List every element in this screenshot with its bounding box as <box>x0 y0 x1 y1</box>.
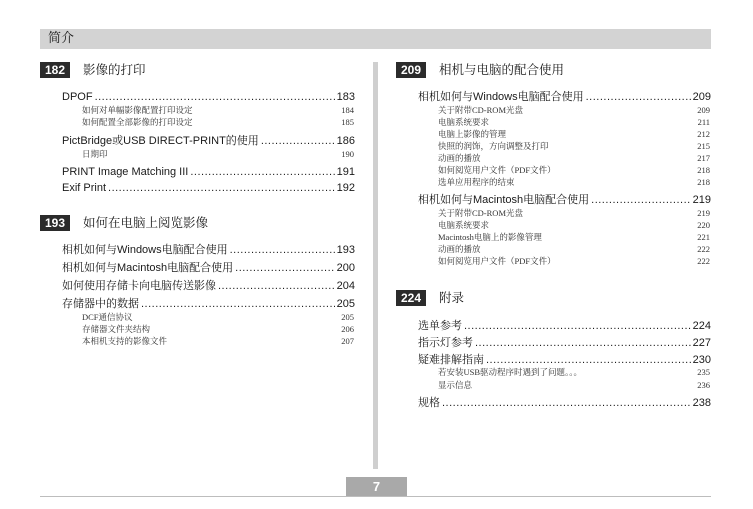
toc-subentry[interactable] <box>82 312 354 322</box>
toc-entry-label: PRINT Image Matching III <box>62 166 189 178</box>
toc-subentry[interactable] <box>438 256 710 266</box>
toc-entry-page: 192 <box>336 182 355 194</box>
toc-subentry-label: 快照的润饰，方向调整及打印 <box>438 141 549 151</box>
toc-subentry-label: 电脑上影像的管理 <box>438 129 507 139</box>
toc-subentry-page: 235 <box>697 367 710 377</box>
toc-entry-page: 204 <box>336 280 355 292</box>
toc-entry-label: 存储器中的数据 <box>62 298 139 310</box>
toc-entry-page: 200 <box>336 262 355 274</box>
toc-subentry-label: 电脑系统要求 <box>438 220 490 230</box>
leader-dots <box>218 279 335 293</box>
toc-subentry-page: 184 <box>341 105 354 115</box>
section-title: 附录 <box>439 290 465 305</box>
toc-entry[interactable] <box>62 165 355 179</box>
toc-subentry-label: 若安装USB驱动程序时遇到了问题。。。 <box>438 367 583 377</box>
toc-entry[interactable] <box>418 396 711 410</box>
toc-entry[interactable] <box>62 261 355 275</box>
toc-subentry[interactable] <box>438 367 710 377</box>
leader-dots <box>442 396 691 410</box>
toc-entry-page: 186 <box>336 135 355 147</box>
toc-subentry-page: 220 <box>697 220 710 230</box>
toc-entry-page: 224 <box>692 320 711 332</box>
toc-entry[interactable] <box>62 134 355 148</box>
footer-rule <box>40 496 711 497</box>
toc-entry-page: 183 <box>336 91 355 103</box>
toc-subentry-page: 209 <box>697 105 710 115</box>
toc-entry-label: 相机如何与Macintosh电脑配合使用 <box>62 262 234 274</box>
toc-subentry[interactable] <box>438 153 710 163</box>
header-bar <box>40 29 711 49</box>
toc-subentry[interactable] <box>438 141 710 151</box>
leader-dots <box>486 353 691 367</box>
toc-subentry-label: Macintosh电脑上的影像管理 <box>438 232 542 242</box>
toc-entry[interactable] <box>62 279 355 293</box>
toc-entry-label: 相机如何与Windows电脑配合使用 <box>418 91 584 103</box>
toc-subentry[interactable] <box>82 336 354 346</box>
toc-subentry-label: 动画的播放 <box>438 153 481 163</box>
toc-entry[interactable] <box>62 181 355 195</box>
toc-entry[interactable] <box>62 243 355 257</box>
toc-subentry[interactable] <box>438 220 710 230</box>
toc-subentry-label: 电脑系统要求 <box>438 117 490 127</box>
toc-subentry[interactable] <box>82 149 354 159</box>
toc-entry-label: 选单参考 <box>418 320 462 332</box>
toc-subentry[interactable] <box>438 177 710 187</box>
toc-subentry-label: 日期印 <box>82 149 108 159</box>
toc-subentry-page: 221 <box>697 232 710 242</box>
section-number-badge: 224 <box>396 290 426 306</box>
toc-subentry[interactable] <box>438 232 710 242</box>
toc-entry[interactable] <box>418 90 711 104</box>
leader-dots <box>464 319 691 333</box>
toc-entry[interactable] <box>418 336 711 350</box>
section-number-badge: 209 <box>396 62 426 78</box>
toc-entry-label: 指示灯参考 <box>418 337 473 349</box>
toc-subentry-page: 236 <box>697 380 710 390</box>
toc-subentry-label: DCF通信协议 <box>82 312 133 322</box>
leader-dots <box>586 90 691 104</box>
toc-subentry-label: 选单应用程序的结束 <box>438 177 515 187</box>
leader-dots <box>261 134 335 148</box>
toc-entry-page: 205 <box>336 298 355 310</box>
toc-subentry-page: 207 <box>341 336 354 346</box>
toc-subentry-page: 212 <box>697 129 710 139</box>
toc-subentry[interactable] <box>82 324 354 334</box>
toc-subentry[interactable] <box>438 117 710 127</box>
toc-entry-page: 193 <box>336 244 355 256</box>
leader-dots <box>230 243 335 257</box>
toc-subentry-label: 动画的播放 <box>438 244 481 254</box>
column-divider <box>373 62 378 469</box>
toc-entry-label: Exif Print <box>62 182 107 194</box>
toc-entry[interactable] <box>62 90 355 104</box>
toc-subentry[interactable] <box>438 380 710 390</box>
toc-subentry[interactable] <box>82 105 354 115</box>
toc-entry[interactable] <box>418 353 711 367</box>
toc-subentry[interactable] <box>438 244 710 254</box>
section-number-badge: 182 <box>40 62 70 78</box>
toc-subentry-page: 205 <box>341 312 354 322</box>
toc-subentry-label: 显示信息 <box>438 380 473 390</box>
toc-entry-label: PictBridge或USB DIRECT-PRINT的使用 <box>62 135 259 147</box>
toc-entry[interactable] <box>418 193 711 207</box>
toc-subentry-label: 关于附带CD-ROM光盘 <box>438 105 524 115</box>
toc-entry-label: 规格 <box>418 397 440 409</box>
toc-entry-page: 230 <box>692 354 711 366</box>
page-number: 7 <box>346 477 407 497</box>
toc-subentry[interactable] <box>438 165 710 175</box>
header-title: 简介 <box>48 31 75 46</box>
toc-subentry-label: 关于附带CD-ROM光盘 <box>438 208 524 218</box>
section-number-badge: 193 <box>40 215 70 231</box>
toc-subentry-page: 217 <box>697 153 710 163</box>
toc-subentry-page: 218 <box>697 177 710 187</box>
toc-entry-label: 相机如何与Macintosh电脑配合使用 <box>418 194 590 206</box>
toc-entry-label: 如何使用存储卡向电脑传送影像 <box>62 280 216 292</box>
toc-subentry-page: 218 <box>697 165 710 175</box>
toc-subentry-page: 215 <box>697 141 710 151</box>
section-title: 相机与电脑的配合使用 <box>439 62 565 77</box>
toc-subentry-page: 185 <box>341 117 354 127</box>
toc-subentry-page: 211 <box>697 117 710 127</box>
toc-subentry-label: 如何对单幅影像配置打印设定 <box>82 105 193 115</box>
toc-entry-page: 209 <box>692 91 711 103</box>
leader-dots <box>475 336 691 350</box>
leader-dots <box>95 90 335 104</box>
toc-subentry[interactable] <box>438 105 710 115</box>
toc-subentry-label: 存储器文件夹结构 <box>82 324 151 334</box>
leader-dots <box>141 297 335 311</box>
toc-subentry[interactable] <box>438 129 710 139</box>
leader-dots <box>591 193 691 207</box>
toc-subentry-page: 190 <box>341 149 354 159</box>
leader-dots <box>235 261 335 275</box>
toc-entry-label: 疑难排解指南 <box>418 354 484 366</box>
leader-dots <box>190 165 334 179</box>
section-title: 影像的打印 <box>83 62 146 77</box>
toc-entry-label: DPOF <box>62 91 93 103</box>
section-title: 如何在电脑上阅览影像 <box>83 215 209 230</box>
toc-entry-page: 219 <box>692 194 711 206</box>
toc-subentry[interactable] <box>438 208 710 218</box>
toc-entry[interactable] <box>418 319 711 333</box>
toc-subentry-page: 206 <box>341 324 354 334</box>
leader-dots <box>108 181 335 195</box>
toc-subentry-label: 如何配置全部影像的打印设定 <box>82 117 193 127</box>
toc-subentry-page: 219 <box>697 208 710 218</box>
toc-subentry-label: 本相机支持的影像文件 <box>82 336 168 346</box>
toc-subentry-page: 222 <box>697 256 710 266</box>
toc-entry-label: 相机如何与Windows电脑配合使用 <box>62 244 228 256</box>
toc-subentry-label: 如何阅览用户文件（PDF文件） <box>438 256 556 266</box>
toc-entry[interactable] <box>62 297 355 311</box>
toc-subentry-page: 222 <box>697 244 710 254</box>
toc-subentry-label: 如何阅览用户文件（PDF文件） <box>438 165 556 175</box>
toc-entry-page: 238 <box>692 397 711 409</box>
toc-subentry[interactable] <box>82 117 354 127</box>
toc-entry-page: 191 <box>336 166 355 178</box>
toc-entry-page: 227 <box>692 337 711 349</box>
